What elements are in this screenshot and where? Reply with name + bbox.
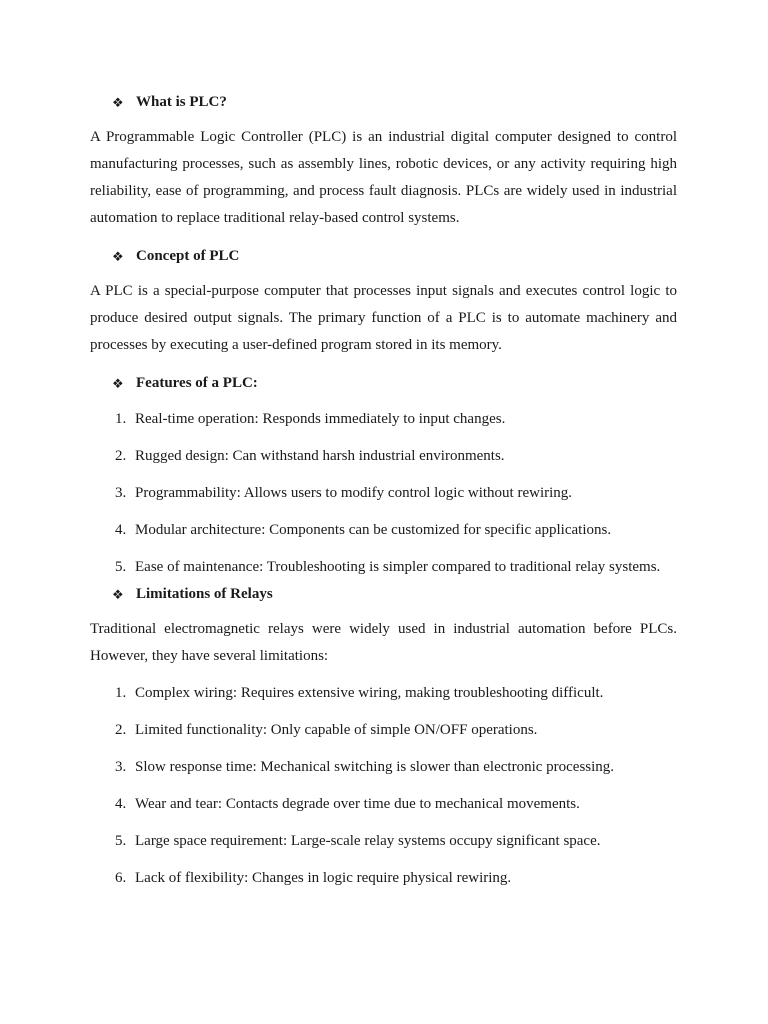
list-item: [90, 720, 677, 757]
item-number: 1.: [115, 685, 127, 701]
item-text: Limited functionality: Only capable of simple ON/OFF operations.: [135, 722, 538, 738]
heading-text: What is PLC?: [136, 93, 227, 110]
diamond-bullet-icon: ❖: [112, 248, 124, 264]
item-text: Programmability: Allows users to modify control logic without rewiring.: [135, 485, 573, 501]
diamond-bullet-icon: ❖: [112, 94, 124, 110]
list-item: [90, 520, 677, 557]
item-number: 4.: [115, 522, 127, 538]
item-number: 4.: [115, 796, 127, 812]
document-page: [90, 88, 677, 905]
item-number: 6.: [115, 870, 127, 886]
section-heading-limitations-of-relays: [112, 580, 677, 608]
limitations-list: [90, 683, 677, 905]
item-text: Rugged design: Can withstand harsh industrial environments.: [135, 448, 505, 464]
list-item: [90, 446, 677, 483]
item-number: 3.: [115, 485, 127, 501]
item-number: 3.: [115, 759, 127, 775]
item-text: Slow response time: Mechanical switching is slower than electronic processing.: [135, 759, 615, 775]
diamond-bullet-icon: ❖: [112, 586, 124, 602]
item-number: 5.: [115, 833, 127, 849]
item-number: 1.: [115, 411, 127, 427]
item-text: Large space requirement: Large-scale relay systems occupy significant space.: [135, 833, 601, 849]
heading-text: Features of a PLC:: [136, 374, 258, 391]
list-item: [90, 483, 677, 520]
heading-text: Limitations of Relays: [136, 585, 273, 602]
section-heading-what-is-plc: [112, 88, 677, 116]
item-text: Real-time operation: Responds immediately to input changes.: [135, 411, 506, 427]
item-number: 5.: [115, 559, 127, 575]
item-text: Wear and tear: Contacts degrade over time due to mechanical movements.: [135, 796, 580, 812]
section-heading-concept-of-plc: [112, 242, 677, 270]
list-item: [90, 409, 677, 446]
paragraph-what-is-plc: A Programmable Logic Controller (PLC) is an industrial digital computer designed to control manufacturing processes, such as assembly lines, robotic devices, or any activity requiring high reliability, ease of programming, and process fault diagnosis. PLCs are widely used in industrial automation to replace traditional relay-based control systems.: [90, 129, 677, 226]
heading-text: Concept of PLC: [136, 247, 240, 264]
list-item: [90, 794, 677, 831]
list-item: [90, 683, 677, 720]
item-text: Complex wiring: Requires extensive wiring, making troubleshooting difficult.: [135, 685, 604, 701]
item-text: Modular architecture: Components can be customized for specific applications.: [135, 522, 612, 538]
diamond-bullet-icon: ❖: [112, 375, 124, 391]
item-text: Lack of flexibility: Changes in logic require physical rewiring.: [135, 870, 512, 886]
paragraph-limitations-of-relays: Traditional electromagnetic relays were widely used in industrial automation before PLCs. However, they have several limitations:: [90, 621, 677, 664]
paragraph-concept-of-plc: A PLC is a special-purpose computer that processes input signals and executes control logic to produce desired output signals. The primary function of a PLC is to automate machinery and processes by executing a user-defined program stored in its memory.: [90, 283, 677, 353]
section-heading-features: [112, 369, 677, 397]
item-text: Ease of maintenance: Troubleshooting is simpler compared to traditional relay systems.: [135, 559, 661, 575]
features-list: [90, 409, 677, 594]
list-item: [90, 868, 677, 905]
item-number: 2.: [115, 722, 127, 738]
item-number: 2.: [115, 448, 127, 464]
list-item: [90, 757, 677, 794]
list-item: [90, 831, 677, 868]
